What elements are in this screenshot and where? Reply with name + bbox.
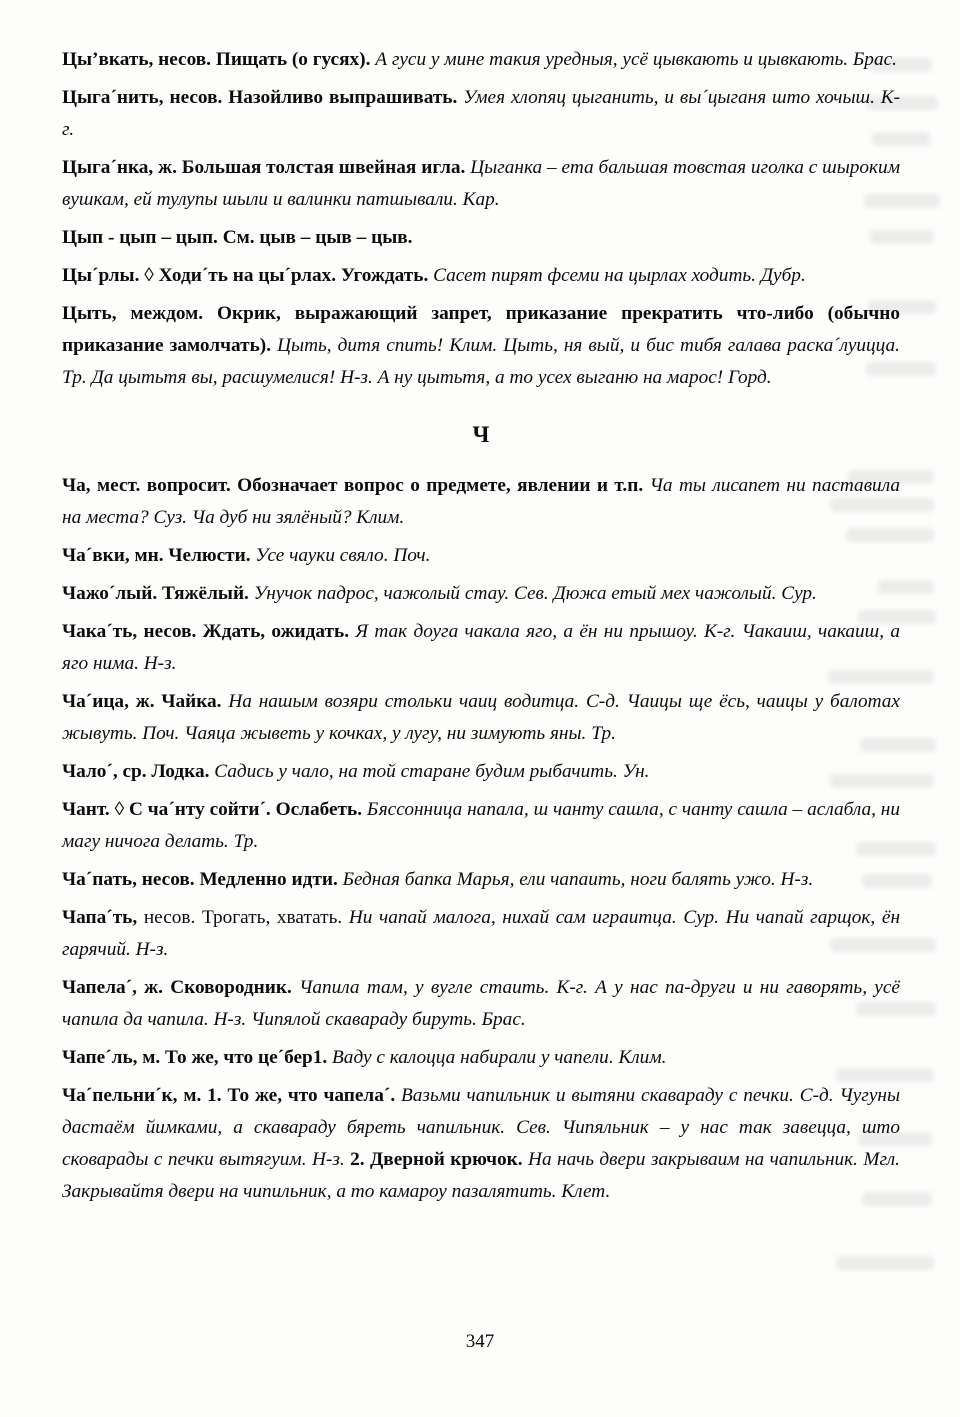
entry-headword-definition: Цы’вкать, несов. Пищать (о гусях). <box>62 49 376 70</box>
page-number: 347 <box>465 1331 495 1352</box>
entry-example: Ваду с калоцца набирали у чапели. Клим. <box>332 1047 667 1068</box>
entry-example: Унучок падрос, чажолый стау. Сев. Дюжа етый мех чажолый. Сур. <box>253 583 817 604</box>
entry-example: Ни чапай малога, нихай сам играитца. Сур. Ни чапай гарщок, ён гарячий. Н-з. <box>62 907 901 960</box>
dictionary-entry <box>62 686 900 750</box>
dictionary-entry <box>62 794 900 858</box>
dictionary-entry <box>62 298 900 394</box>
entry-example: На нашым возяри стольки чаиц водитца. С-д. Чаицы ще ёсь, чаицы у балотах жывуть. Поч. Чаяца жыветь у кочках, у лугу, ни зимують яны. Тр. <box>62 691 900 744</box>
entry-example: Бяссонница напала, ш чанту сашла, с чанту сашла – аслабла, ни магу ничога делать. Тр. <box>62 799 901 852</box>
entry-example: Цыть, дитя спить! Клим. Цыть, ня вый, и бис тибя галава раска´луицца. Тр. Да цытьтя вы, расшумелися! Н-з. А ну цытьтя, а то усех выганю на марос! Горд. <box>62 335 900 388</box>
entry-example: Усе чауки свяло. Поч. <box>255 545 431 566</box>
entry-headword-definition: Чапа´ть, <box>62 907 138 928</box>
entry-headword-definition: Цыга´нить, несов. Назойливо выпрашивать. <box>62 87 464 108</box>
entry-headword-definition: Чант. ◊ С ча´нту сойти´. Ослабеть. <box>62 799 367 820</box>
dictionary-entry <box>62 222 900 254</box>
entry-example: На начь двери закрываим на чапильник. Мгл. Закрывайтя двери на чипильник, а то камароу пазалятить. Клет. <box>62 1149 900 1202</box>
bleed-through-smudge <box>836 1256 934 1270</box>
entry-headword-definition: Цыга´нка, ж. Большая толстая швейная игла. <box>62 157 471 178</box>
entry-example: Цыганка – ета бальшая товстая иголка с шыроким вушкам, ей тулупы шыли и валинки патшывали. Кар. <box>62 157 900 210</box>
section-ts-entries <box>62 44 900 394</box>
dictionary-content <box>62 44 900 1214</box>
dictionary-entry <box>62 152 900 216</box>
entry-headword-definition: Чапела´, ж. Сковородник. <box>62 977 300 998</box>
entry-example: Умея хлопяц цыганить, и вы´цыганя што хочыш. К-г. <box>62 87 901 140</box>
dictionary-entry <box>62 1042 900 1074</box>
section-ch-entries <box>62 470 900 1208</box>
entry-example: Сасет пирят фсеми на цырлах ходить. Дубр. <box>433 265 806 286</box>
entry-headword-definition: Чапе´ль, м. То же, что це´бер1. <box>62 1047 333 1068</box>
entry-headword-definition: Ча´ица, ж. Чайка. <box>62 691 229 712</box>
section-header-ch: Ч <box>472 422 490 447</box>
dictionary-entry <box>62 902 900 966</box>
dictionary-entry <box>62 44 900 76</box>
entry-headword-definition: Цы´рлы. ◊ Ходи´ть на цы´рлах. Угождать. <box>62 265 434 286</box>
dictionary-entry <box>62 972 900 1036</box>
entry-example: Бедная бапка Марья, ели чапаить, ноги балять ужо. Н-з. <box>342 869 814 890</box>
entry-headword-definition: 2. Дверной крючок. <box>350 1149 529 1170</box>
dictionary-entry <box>62 82 900 146</box>
entry-example: Ча ты лисапет ни паставила на места? Суз. Ча дуб ни зялёный? Клим. <box>62 475 900 528</box>
entry-headword-definition: Ча´пать, несов. Медленно идти. <box>62 869 343 890</box>
entry-headword-definition: Ча, мест. вопросит. Обозначает вопрос о предмете, явлении и т.п. <box>62 475 650 496</box>
entry-headword-definition: Ча´пельни´к, м. 1. То же, что чапела´. <box>62 1085 401 1106</box>
entry-example: Чапила там, у вугле стаить. К-г. А у нас па-други и ни гаворять, усё чапила да чапила. Н-з. Чипялой скавараду бируть. Брас. <box>62 977 900 1030</box>
entry-example: А гуси у мине такия уредныя, усё цывкають и цывкають. Брас. <box>375 49 897 70</box>
dictionary-entry <box>62 756 900 788</box>
dictionary-entry <box>62 1080 900 1208</box>
entry-headword-definition: Чало´, ср. Лодка. <box>62 761 215 782</box>
dictionary-entry <box>62 864 900 896</box>
entry-example: Вазьми чапильник и вытяни скавараду с печки. С-д. Чугуны дастаём йимками, а скавараду бяреть чапильник. Сев. Чипяльник – у нас так завецца, што сковарады с печки вытягуим. Н-з. <box>62 1085 900 1170</box>
dictionary-entry <box>62 470 900 534</box>
entry-headword-definition: Чака´ть, несов. Ждать, ожидать. <box>62 621 356 642</box>
entry-headword-definition: Чажо´лый. Тяжёлый. <box>62 583 254 604</box>
dictionary-entry <box>62 540 900 572</box>
entry-example: Садись у чало, на той старане будим рыбачить. Ун. <box>214 761 650 782</box>
dictionary-entry <box>62 616 900 680</box>
dictionary-entry <box>62 260 900 292</box>
entry-example: Я так доуга чакала яго, а ён ни прышоу. К-г. Чакаиш, чакаиш, а яго нима. Н-з. <box>62 621 901 674</box>
entry-headword-definition: Ча´вки, мн. Челюсти. <box>62 545 256 566</box>
dictionary-entry <box>62 578 900 610</box>
entry-headword-definition: Цып - цып – цып. См. цыв – цыв – цыв. <box>62 227 413 248</box>
entry-grammar-label: несов. Трогать, хватать. <box>137 907 349 928</box>
entry-headword-definition: Цыть, междом. Окрик, выражающий запрет, приказание прекратить что-либо (обычно приказание замолчать). <box>62 303 900 356</box>
